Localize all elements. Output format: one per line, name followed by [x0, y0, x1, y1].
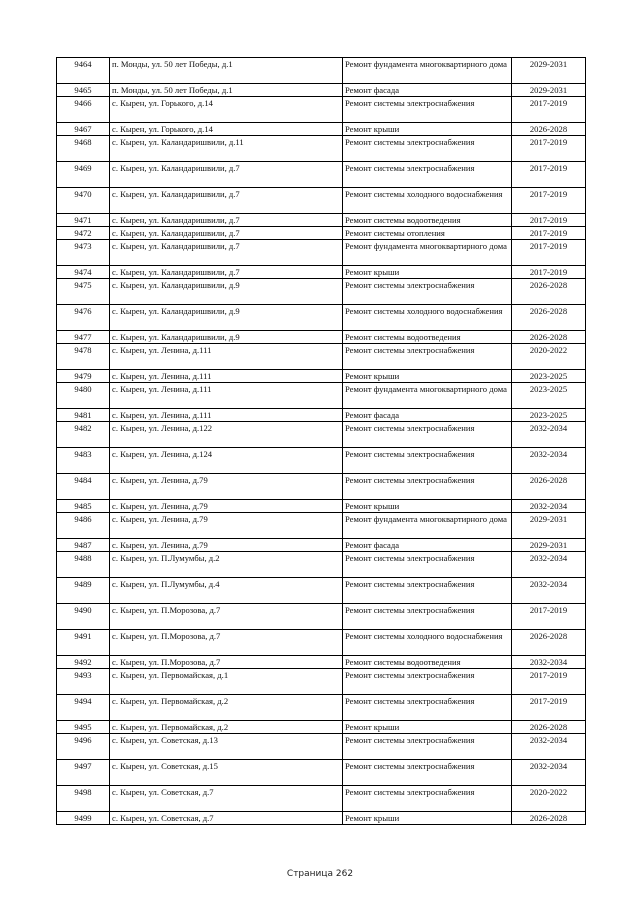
table-row — [57, 578, 586, 604]
address-cell: с. Кырен, ул. Первомайская, д.2 — [110, 721, 343, 734]
row-number-cell: 9465 — [57, 84, 110, 97]
row-number-cell: 9489 — [57, 578, 110, 604]
work-type-cell: Ремонт системы электроснабжения — [343, 695, 512, 721]
work-type-cell: Ремонт системы отопления — [343, 227, 512, 240]
row-number-cell: 9497 — [57, 760, 110, 786]
table-row — [57, 97, 586, 123]
row-number-cell: 9499 — [57, 812, 110, 825]
row-number-cell: 9473 — [57, 240, 110, 266]
address-cell: с. Кырен, ул. П.Морозова, д.7 — [110, 604, 343, 630]
period-cell: 2026-2028 — [512, 331, 586, 344]
work-type-cell: Ремонт системы электроснабжения — [343, 344, 512, 370]
address-cell: с. Кырен, ул. Советская, д.7 — [110, 812, 343, 825]
address-cell: с. Кырен, ул. П.Лумумбы, д.2 — [110, 552, 343, 578]
period-cell: 2032-2034 — [512, 656, 586, 669]
page-number: Страница 262 — [286, 869, 354, 879]
table-row — [57, 656, 586, 669]
work-type-cell: Ремонт крыши — [343, 721, 512, 734]
table-row — [57, 422, 586, 448]
row-number-cell: 9486 — [57, 513, 110, 539]
period-cell: 2017-2019 — [512, 604, 586, 630]
row-number-cell: 9490 — [57, 604, 110, 630]
table-row — [57, 331, 586, 344]
work-type-cell: Ремонт системы электроснабжения — [343, 760, 512, 786]
row-number-cell: 9488 — [57, 552, 110, 578]
period-cell: 2029-2031 — [512, 58, 586, 84]
address-cell: с. Кырен, ул. Первомайская, д.2 — [110, 695, 343, 721]
address-cell: с. Кырен, ул. П.Морозова, д.7 — [110, 656, 343, 669]
repair-schedule-table — [56, 57, 586, 825]
work-type-cell: Ремонт фасада — [343, 539, 512, 552]
row-number-cell: 9484 — [57, 474, 110, 500]
period-cell: 2017-2019 — [512, 266, 586, 279]
table-row — [57, 84, 586, 97]
table-row — [57, 344, 586, 370]
table-row — [57, 240, 586, 266]
table-row — [57, 669, 586, 695]
work-type-cell: Ремонт фундамента многоквартирного дома — [343, 513, 512, 539]
address-cell: с. Кырен, ул. П.Морозова, д.7 — [110, 630, 343, 656]
period-cell: 2026-2028 — [512, 279, 586, 305]
work-type-cell: Ремонт крыши — [343, 123, 512, 136]
address-cell: с. Кырен, ул. Ленина, д.79 — [110, 539, 343, 552]
work-type-cell: Ремонт системы электроснабжения — [343, 448, 512, 474]
address-cell: с. Кырен, ул. Каландаришвили, д.7 — [110, 214, 343, 227]
period-cell: 2026-2028 — [512, 305, 586, 331]
work-type-cell: Ремонт фасада — [343, 84, 512, 97]
row-number-cell: 9496 — [57, 734, 110, 760]
period-cell: 2032-2034 — [512, 734, 586, 760]
row-number-cell: 9467 — [57, 123, 110, 136]
work-type-cell: Ремонт системы электроснабжения — [343, 552, 512, 578]
address-cell: с. Кырен, ул. Ленина, д.111 — [110, 383, 343, 409]
address-cell: с. Кырен, ул. Каландаришвили, д.7 — [110, 266, 343, 279]
work-type-cell: Ремонт крыши — [343, 266, 512, 279]
work-type-cell: Ремонт системы холодного водоснабжения — [343, 188, 512, 214]
period-cell: 2017-2019 — [512, 214, 586, 227]
period-cell: 2017-2019 — [512, 188, 586, 214]
address-cell: с. Кырен, ул. Ленина, д.79 — [110, 513, 343, 539]
table-row — [57, 279, 586, 305]
row-number-cell: 9498 — [57, 786, 110, 812]
address-cell: с. Кырен, ул. Горького, д.14 — [110, 97, 343, 123]
row-number-cell: 9485 — [57, 500, 110, 513]
work-type-cell: Ремонт фундамента многоквартирного дома — [343, 240, 512, 266]
address-cell: с. Кырен, ул. Советская, д.7 — [110, 786, 343, 812]
period-cell: 2017-2019 — [512, 240, 586, 266]
address-cell: с. Кырен, ул. Горького, д.14 — [110, 123, 343, 136]
work-type-cell: Ремонт фундамента многоквартирного дома — [343, 58, 512, 84]
work-type-cell: Ремонт системы электроснабжения — [343, 162, 512, 188]
table-row — [57, 513, 586, 539]
address-cell: с. Кырен, ул. Каландаришвили, д.7 — [110, 162, 343, 188]
period-cell: 2017-2019 — [512, 227, 586, 240]
address-cell: п. Монды, ул. 50 лет Победы, д.1 — [110, 84, 343, 97]
table-row — [57, 214, 586, 227]
table-row — [57, 500, 586, 513]
period-cell: 2017-2019 — [512, 136, 586, 162]
row-number-cell: 9495 — [57, 721, 110, 734]
period-cell: 2026-2028 — [512, 474, 586, 500]
address-cell: с. Кырен, ул. Каландаришвили, д.7 — [110, 227, 343, 240]
address-cell: с. Кырен, ул. Ленина, д.79 — [110, 500, 343, 513]
address-cell: с. Кырен, ул. П.Лумумбы, д.4 — [110, 578, 343, 604]
work-type-cell: Ремонт системы электроснабжения — [343, 97, 512, 123]
period-cell: 2017-2019 — [512, 669, 586, 695]
work-type-cell: Ремонт фундамента многоквартирного дома — [343, 383, 512, 409]
row-number-cell: 9476 — [57, 305, 110, 331]
table-row — [57, 188, 586, 214]
period-cell: 2032-2034 — [512, 760, 586, 786]
table-row — [57, 695, 586, 721]
row-number-cell: 9494 — [57, 695, 110, 721]
period-cell: 2023-2025 — [512, 409, 586, 422]
work-type-cell: Ремонт системы холодного водоснабжения — [343, 305, 512, 331]
work-type-cell: Ремонт крыши — [343, 500, 512, 513]
period-cell: 2029-2031 — [512, 513, 586, 539]
table-row — [57, 812, 586, 825]
address-cell: с. Кырен, ул. Ленина, д.111 — [110, 409, 343, 422]
work-type-cell: Ремонт системы электроснабжения — [343, 578, 512, 604]
address-cell: с. Кырен, ул. Ленина, д.122 — [110, 422, 343, 448]
row-number-cell: 9491 — [57, 630, 110, 656]
row-number-cell: 9471 — [57, 214, 110, 227]
work-type-cell: Ремонт системы электроснабжения — [343, 422, 512, 448]
address-cell: с. Кырен, ул. Каландаришвили, д.11 — [110, 136, 343, 162]
period-cell: 2020-2022 — [512, 344, 586, 370]
table-row — [57, 305, 586, 331]
table-row — [57, 552, 586, 578]
period-cell: 2029-2031 — [512, 84, 586, 97]
row-number-cell: 9468 — [57, 136, 110, 162]
table-row — [57, 474, 586, 500]
work-type-cell: Ремонт системы электроснабжения — [343, 669, 512, 695]
row-number-cell: 9492 — [57, 656, 110, 669]
row-number-cell: 9464 — [57, 58, 110, 84]
row-number-cell: 9472 — [57, 227, 110, 240]
period-cell: 2032-2034 — [512, 448, 586, 474]
row-number-cell: 9470 — [57, 188, 110, 214]
address-cell: с. Кырен, ул. Советская, д.15 — [110, 760, 343, 786]
row-number-cell: 9480 — [57, 383, 110, 409]
row-number-cell: 9477 — [57, 331, 110, 344]
table-row — [57, 604, 586, 630]
period-cell: 2020-2022 — [512, 786, 586, 812]
work-type-cell: Ремонт крыши — [343, 370, 512, 383]
period-cell: 2026-2028 — [512, 123, 586, 136]
row-number-cell: 9481 — [57, 409, 110, 422]
table-row — [57, 786, 586, 812]
row-number-cell: 9483 — [57, 448, 110, 474]
table-row — [57, 409, 586, 422]
period-cell: 2026-2028 — [512, 721, 586, 734]
table-row — [57, 266, 586, 279]
work-type-cell: Ремонт фасада — [343, 409, 512, 422]
table-row — [57, 448, 586, 474]
table-row — [57, 539, 586, 552]
row-number-cell: 9466 — [57, 97, 110, 123]
table-row — [57, 58, 586, 84]
address-cell: с. Кырен, ул. Ленина, д.111 — [110, 344, 343, 370]
period-cell: 2032-2034 — [512, 578, 586, 604]
period-cell: 2017-2019 — [512, 695, 586, 721]
row-number-cell: 9478 — [57, 344, 110, 370]
period-cell: 2017-2019 — [512, 97, 586, 123]
table-body — [57, 58, 586, 825]
period-cell: 2023-2025 — [512, 383, 586, 409]
period-cell: 2023-2025 — [512, 370, 586, 383]
address-cell: с. Кырен, ул. Каландаришвили, д.9 — [110, 305, 343, 331]
work-type-cell: Ремонт системы электроснабжения — [343, 734, 512, 760]
table-row — [57, 136, 586, 162]
work-type-cell: Ремонт системы электроснабжения — [343, 474, 512, 500]
address-cell: с. Кырен, ул. Ленина, д.124 — [110, 448, 343, 474]
row-number-cell: 9479 — [57, 370, 110, 383]
address-cell: с. Кырен, ул. Каландаришвили, д.7 — [110, 240, 343, 266]
table-row — [57, 227, 586, 240]
address-cell: с. Кырен, ул. Каландаришвили, д.7 — [110, 188, 343, 214]
address-cell: с. Кырен, ул. Каландаришвили, д.9 — [110, 279, 343, 305]
work-type-cell: Ремонт крыши — [343, 812, 512, 825]
table-row — [57, 760, 586, 786]
table-row — [57, 123, 586, 136]
work-type-cell: Ремонт системы водоотведения — [343, 331, 512, 344]
address-cell: п. Монды, ул. 50 лет Победы, д.1 — [110, 58, 343, 84]
period-cell: 2032-2034 — [512, 500, 586, 513]
work-type-cell: Ремонт системы электроснабжения — [343, 279, 512, 305]
work-type-cell: Ремонт системы водоотведения — [343, 656, 512, 669]
address-cell: с. Кырен, ул. Каландаришвили, д.9 — [110, 331, 343, 344]
period-cell: 2017-2019 — [512, 162, 586, 188]
table-row — [57, 734, 586, 760]
period-cell: 2026-2028 — [512, 630, 586, 656]
table-row — [57, 630, 586, 656]
address-cell: с. Кырен, ул. Ленина, д.79 — [110, 474, 343, 500]
work-type-cell: Ремонт системы электроснабжения — [343, 604, 512, 630]
address-cell: с. Кырен, ул. Советская, д.13 — [110, 734, 343, 760]
table-row — [57, 721, 586, 734]
row-number-cell: 9482 — [57, 422, 110, 448]
period-cell: 2032-2034 — [512, 422, 586, 448]
period-cell: 2032-2034 — [512, 552, 586, 578]
work-type-cell: Ремонт системы водоотведения — [343, 214, 512, 227]
address-cell: с. Кырен, ул. Ленина, д.111 — [110, 370, 343, 383]
row-number-cell: 9475 — [57, 279, 110, 305]
row-number-cell: 9493 — [57, 669, 110, 695]
table-row — [57, 370, 586, 383]
table-row — [57, 162, 586, 188]
work-type-cell: Ремонт системы электроснабжения — [343, 136, 512, 162]
work-type-cell: Ремонт системы электроснабжения — [343, 786, 512, 812]
work-type-cell: Ремонт системы холодного водоснабжения — [343, 630, 512, 656]
row-number-cell: 9487 — [57, 539, 110, 552]
address-cell: с. Кырен, ул. Первомайская, д.1 — [110, 669, 343, 695]
row-number-cell: 9474 — [57, 266, 110, 279]
row-number-cell: 9469 — [57, 162, 110, 188]
table-row — [57, 383, 586, 409]
period-cell: 2026-2028 — [512, 812, 586, 825]
period-cell: 2029-2031 — [512, 539, 586, 552]
